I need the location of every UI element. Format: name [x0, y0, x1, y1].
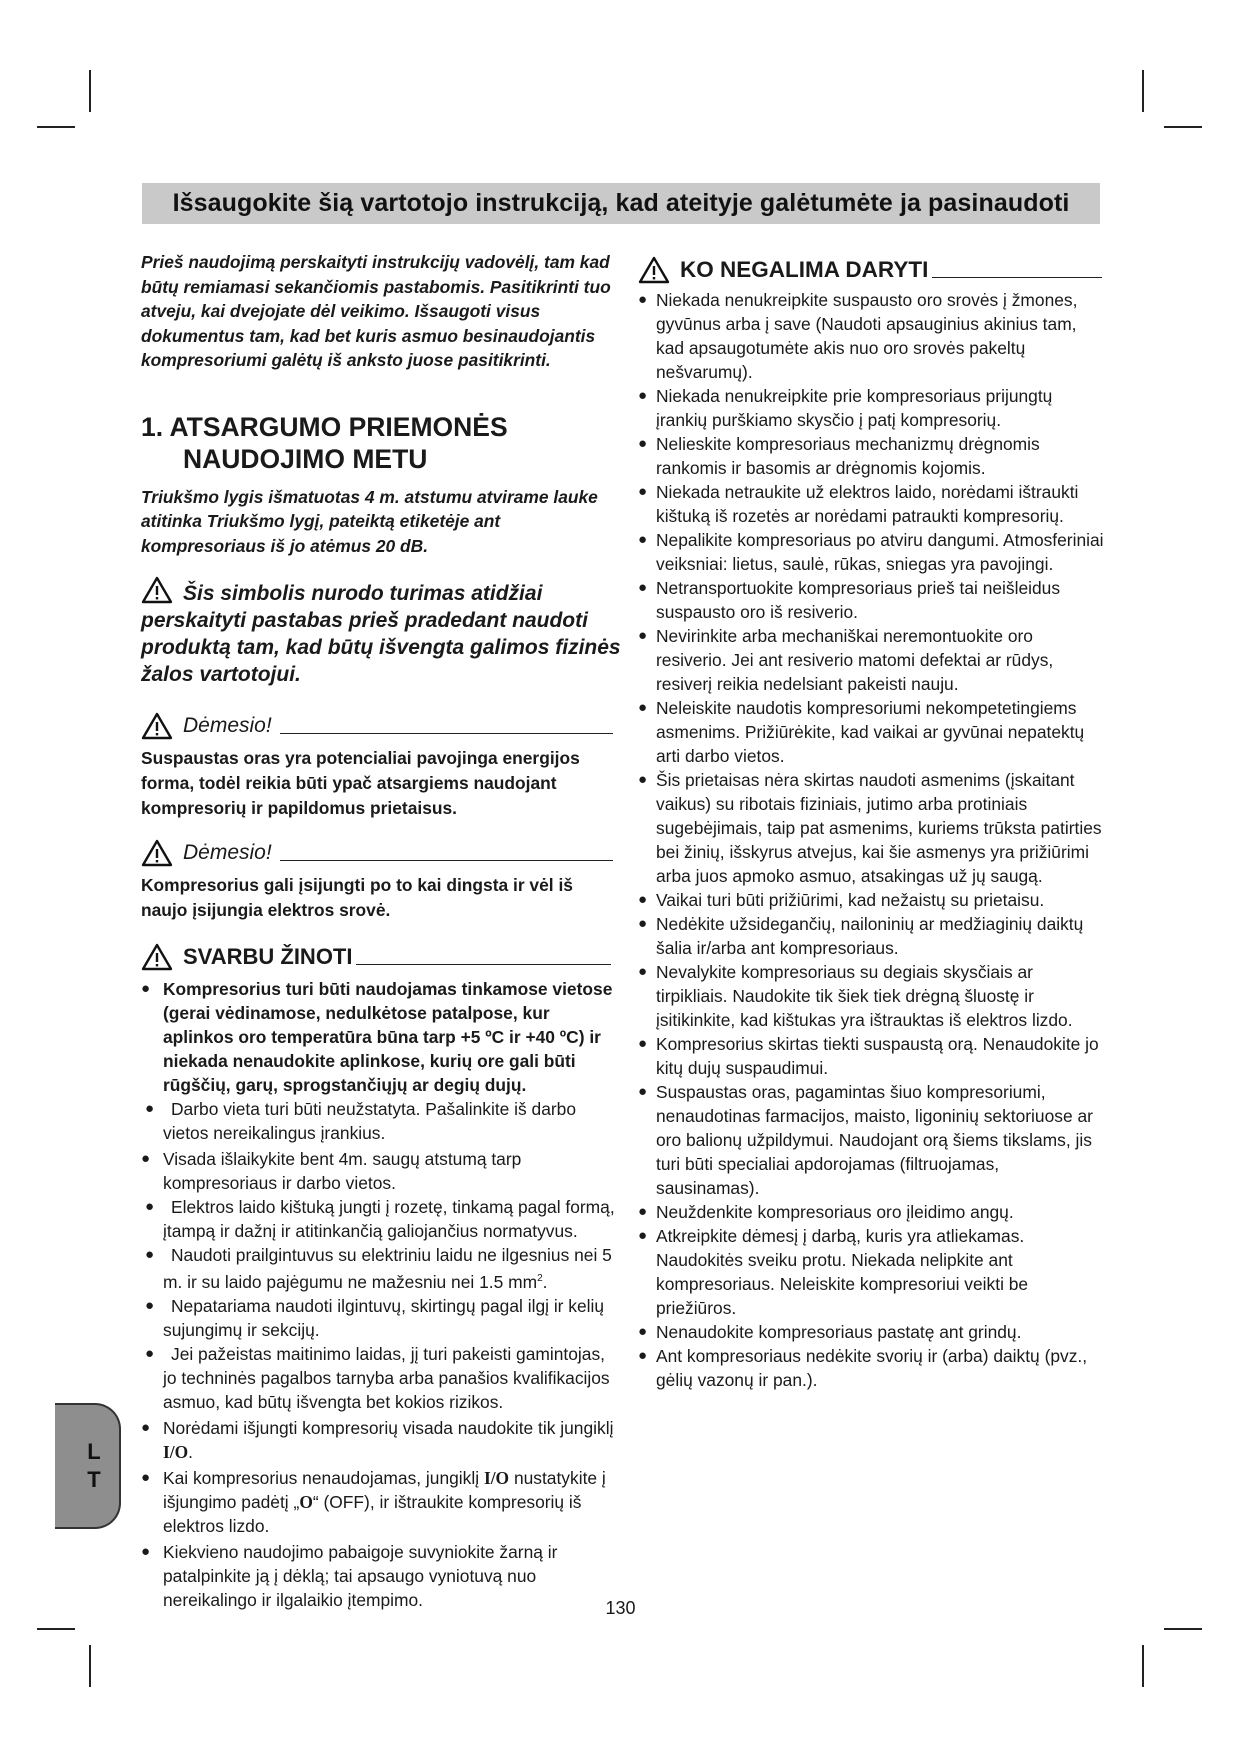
list-item: [638, 1224, 1106, 1320]
bullet-icon: ●: [145, 1344, 155, 1362]
noise-level-text: Triukšmo lygis išmatuotas 4 m. atstumu atvirame lauke atitinka Triukšmo lygį, pateiktą etiketėje ant kompresoriaus iš jo atėmus 20 dB.: [141, 486, 598, 556]
crop-mark: [89, 1645, 91, 1687]
dont-list: [638, 288, 1124, 1392]
heading-rule: [280, 846, 613, 861]
list-item-text: Neleiskite naudotis kompresoriumi nekompetetingiems asmenims. Prižiūrėkite, kad vaikai ar gyvūnai nepatektų arti darbo vietos.: [656, 698, 1085, 766]
list-item-text: Nevalykite kompresoriaus su degiais skysčiais ar tirpikliais. Naudokite tik šiek tiek drėgną šluostę ir įsitikinkite, kad kištukas yra ištrauktas iš elektros lizdo.: [656, 962, 1073, 1030]
crop-mark: [1142, 70, 1144, 112]
warning-triangle-icon: [141, 839, 173, 867]
tab-letter: T: [87, 1467, 101, 1492]
list-item-text: Nepalikite kompresoriaus po atviru dangumi. Atmosferiniai veiksniai: lietus, saulė, rūkas, sniegas yra pavojingi.: [656, 530, 1104, 574]
symbol-note-text: Šis simbolis nurodo turimas atidžiai perskaityti pastabas prieš pradedant naudoti produktą tam, kad būtų išvengta galimos fizinės žalos vartotojui.: [141, 582, 621, 686]
crop-mark: [1142, 1645, 1144, 1687]
list-item-text-part: .: [542, 1271, 548, 1292]
bullet-icon: ●: [638, 1203, 648, 1220]
list-item-text: Kompresorius skirtas tiekti suspaustą orą. Nenaudokite jo kitų dujų suspaudimui.: [656, 1034, 1099, 1078]
warning-triangle-icon: [141, 576, 173, 604]
list-item: [638, 288, 1106, 384]
list-item: [141, 1097, 623, 1145]
heading-rule: [356, 950, 611, 965]
right-column: [638, 256, 1124, 1392]
header-title: Išsaugokite šią vartotojo instrukciją, kad ateityje galėtumėte ja pasinaudoti: [172, 189, 1070, 217]
list-item: [141, 1294, 623, 1342]
section-title-line1: 1. ATSARGUMO PRIEMONĖS: [141, 411, 508, 442]
list-item-text: Elektros laido kištuką jungti į rozetę, tinkamą pagal formą, įtampą ir dažnį ir atitinkančią galiojančius normatyvus.: [163, 1197, 615, 1241]
list-item: [638, 1200, 1106, 1224]
list-item: [638, 888, 1106, 912]
list-item-text: Vaikai turi būti prižiūrimi, kad nežaistų su prietaisu.: [656, 890, 1045, 910]
list-item-text: [163, 1243, 623, 1294]
bullet-icon: ●: [638, 1083, 648, 1100]
list-item-text: Jei pažeistas maitinimo laidas, jį turi pakeisti gamintojas, jo techninės pagalbos tarnyba arba panašios kvalifikacijos asmuo, kad būtų išvengta bet kokios rizikos.: [163, 1343, 610, 1412]
list-item-text: Suspaustas oras, pagamintas šiuo kompresoriumi, nenaudotinas farmacijos, maisto, ligoninių sektoriuose ar oro balionų užpildymui. Naudojant orą šiems tikslams, jis turi būti specialiai apdorojamas (filtruojamas, sausinamas).: [656, 1082, 1093, 1198]
list-item-text: Neuždenkite kompresoriaus oro įleidimo angų.: [656, 1202, 1014, 1222]
bullet-icon: ●: [638, 891, 648, 908]
symbol-note: [141, 576, 623, 688]
bullet-icon: ●: [638, 1227, 648, 1244]
bullet-icon: ●: [141, 1468, 151, 1486]
list-item: [638, 480, 1106, 528]
bullet-icon: ●: [141, 1150, 151, 1167]
bullet-icon: ●: [638, 699, 648, 716]
page-number: 130: [605, 1598, 636, 1618]
heading-rule: [280, 719, 613, 734]
list-item-text: Darbo vieta turi būti neužstatyta. Pašalinkite iš darbo vietos nereikalingus įrankius.: [163, 1099, 577, 1143]
list-item-text: Netransportuokite kompresoriaus prieš tai neišleidus suspausto oro iš resiverio.: [656, 578, 1061, 622]
bullet-icon: ●: [638, 627, 648, 644]
tab-letter: L: [87, 1439, 101, 1464]
bullet-icon: ●: [141, 1542, 151, 1560]
header-bar: [142, 183, 1100, 224]
section-title: [141, 411, 623, 475]
list-item: [638, 432, 1106, 480]
list-item-text: Kompresorius turi būti naudojamas tinkamose vietose (gerai vėdinamose, nedulkėtose patalpose, kur aplinkos oro temperatūra būna tarp +5 ºC ir +40 ºC) ir niekada nenaudokite aplinkose, kurių ore gali būti rūgščių, garų, sprogstančiųjų ar degių dujų.: [163, 979, 613, 1095]
list-item: [638, 912, 1106, 960]
language-tab: [55, 1403, 121, 1529]
bullet-icon: ●: [638, 963, 648, 980]
bullet-icon: ●: [638, 915, 648, 932]
warning-triangle-icon: [638, 256, 670, 284]
bullet-icon: ●: [638, 1035, 648, 1052]
bullet-icon: ●: [638, 435, 648, 452]
crop-mark: [1164, 1628, 1202, 1630]
list-item-text-part: “ (OFF), ir ištraukite kompresorių iš elektros lizdo.: [163, 1491, 582, 1536]
list-item: [638, 768, 1106, 888]
off-position-label: O: [299, 1491, 313, 1512]
bullet-icon: ●: [638, 579, 648, 596]
warning-triangle-icon: [141, 943, 173, 971]
bullet-icon: ●: [141, 980, 151, 997]
list-item: [638, 576, 1106, 624]
heading-rule: [932, 263, 1102, 278]
dont-heading: [638, 256, 1124, 284]
bullet-icon: ●: [638, 771, 648, 788]
list-item: [638, 1080, 1106, 1200]
dont-label: KO NEGALIMA DARYTI: [680, 257, 929, 282]
list-item-text: Niekada nenukreipkite suspausto oro srovės į žmones, gyvūnus arba į save (Naudoti apsauginius akinius tam, kad apsaugotumėte akis nuo oro srovės pakeltų nešvarumų).: [656, 290, 1078, 382]
warning-text: Suspaustas oras yra potencialiai pavojinga energijos forma, todėl reikia būti ypač atsargiems naudojant kompresorių ir papildomus prietaisus.: [141, 748, 580, 818]
list-item: [638, 696, 1106, 768]
crop-mark: [37, 126, 75, 128]
superscript: 2: [537, 1273, 543, 1284]
list-item: [141, 1342, 623, 1414]
list-item-text: Nenaudokite kompresoriaus pastatę ant grindų.: [656, 1322, 1022, 1342]
list-item-text-part: Norėdami išjungti kompresorių visada naudokite tik jungiklį: [163, 1417, 614, 1438]
warning-label: Dėmesio!: [183, 841, 272, 864]
warning-label: Dėmesio!: [183, 714, 272, 737]
crop-mark: [89, 70, 91, 112]
section-title-line2: NAUDOJIMO METU: [183, 443, 428, 474]
list-item: [141, 1466, 623, 1538]
important-label: SVARBU ŽINOTI: [183, 944, 353, 969]
bullet-icon: ●: [638, 1323, 648, 1340]
bullet-icon: ●: [638, 1347, 648, 1364]
left-column: [141, 250, 623, 1612]
bullet-icon: ●: [638, 483, 648, 500]
list-item: [141, 1243, 623, 1294]
list-item: [141, 977, 623, 1097]
bullet-icon: ●: [141, 1418, 151, 1436]
list-item: [638, 1344, 1106, 1392]
list-item: [141, 1147, 623, 1195]
list-item-text: Nelieskite kompresoriaus mechanizmų drėgnomis rankomis ir basomis ar drėgnomis kojomis.: [656, 434, 1040, 478]
list-item-text: Šis prietaisas nėra skirtas naudoti asmenims (įskaitant vaikus) su ribotais fiziniais, jutimo arba protiniais sugebėjimais, taip pat asmenims, kuriems trūksta patirties bei žinių, išskyrus atvejus, kai šie asmenys yra prižiūrimi arba juos apmoko asmuo, atsakingas už jų saugą.: [656, 770, 1102, 886]
bullet-icon: ●: [638, 291, 648, 308]
important-list: [141, 977, 623, 1612]
bullet-icon: ●: [638, 387, 648, 404]
intro-text: Prieš naudojimą perskaityti instrukcijų vadovėlį, tam kad būtų remiamasi sekančiomis pastabomis. Pasitikrinti tuo atveju, kai dvejojate dėl veikimo. Išsaugoti visus dokumentus tam, kad bet kuris asmuo besinaudojantis kompresoriumi galėtų iš anksto juose pasitikrinti.: [141, 252, 611, 370]
list-item-text: Kiekvieno naudojimo pabaigoje suvyniokite žarną ir patalpinkite ją į dėklą; tai apsaugo vyniotuvą nuo nereikalingo ir ilgalaikio įtempimo.: [163, 1541, 558, 1610]
list-item-text: Visada išlaikykite bent 4m. saugų atstumą tarp kompresoriaus ir darbo vietos.: [163, 1149, 522, 1193]
list-item: [638, 624, 1106, 696]
warning-heading-2: [141, 839, 623, 867]
list-item-text: Niekada nenukreipkite prie kompresoriaus prijungtų įrankių purškiamo skysčio į patį kompresorių.: [656, 386, 1053, 430]
io-switch-label: I/O: [163, 1441, 189, 1462]
bullet-icon: ●: [638, 531, 648, 548]
list-item-text: Niekada netraukite už elektros laido, norėdami ištraukti kištuką iš rozetės ar norėdami patraukti kompresorių.: [656, 482, 1079, 526]
list-item: [638, 960, 1106, 1032]
list-item: [141, 1195, 623, 1243]
list-item-text: Atkreipkite dėmesį į darbą, kuris yra atliekamas. Naudokitės sveiku protu. Niekada nelipkite ant kompresoriaus. Neleiskite kompresoriui veikti be priežiūros.: [656, 1226, 1029, 1318]
list-item-text: Nepatariama naudoti ilgintuvų, skirtingų pagal ilgį ir kelių sujungimų ir sekcijų.: [163, 1295, 605, 1340]
warning-heading-1: [141, 712, 623, 740]
crop-mark: [1164, 126, 1202, 128]
list-item: [638, 384, 1106, 432]
crop-mark: [37, 1628, 75, 1630]
list-item-text-part: nustatykite į išjungimo padėtį „: [163, 1467, 606, 1512]
list-item: [638, 528, 1106, 576]
list-item-text-part: .: [188, 1441, 193, 1462]
list-item-text: Nevirinkite arba mechaniškai neremontuokite oro resiverio. Jei ant resiverio matomi defektai ar rūdys, resiverį reikia nedelsiant pakeisti nauju.: [656, 626, 1054, 694]
bullet-icon: ●: [145, 1246, 155, 1263]
warning-triangle-icon: [141, 712, 173, 740]
list-item: [638, 1032, 1106, 1080]
bullet-icon: ●: [145, 1198, 155, 1215]
list-item: [638, 1320, 1106, 1344]
bullet-icon: ●: [145, 1296, 155, 1314]
list-item-text: Nedėkite užsidegančių, nailoninių ar medžiaginių daiktų šalia ir/arba ant kompresoriaus.: [656, 914, 1084, 958]
bullet-icon: ●: [145, 1100, 155, 1117]
list-item-text-part: Kai kompresorius nenaudojamas, jungiklį: [163, 1467, 480, 1488]
list-item-text-part: Naudoti prailgintuvus su elektriniu laidu ne ilgesnius nei 5 m. ir su laido pajėgumu ne mažesniu nei 1.5 mm: [163, 1245, 612, 1292]
list-item-text: Ant kompresoriaus nedėkite svorių ir (arba) daiktų (pvz., gėlių vazonų ir pan.).: [656, 1346, 1088, 1390]
io-switch-label: I/O: [483, 1467, 510, 1488]
list-item: [141, 1416, 623, 1464]
important-heading: [141, 943, 623, 971]
warning-text: Kompresorius gali įsijungti po to kai dingsta ir vėl iš naujo įsijungia elektros srovė.: [141, 875, 573, 920]
